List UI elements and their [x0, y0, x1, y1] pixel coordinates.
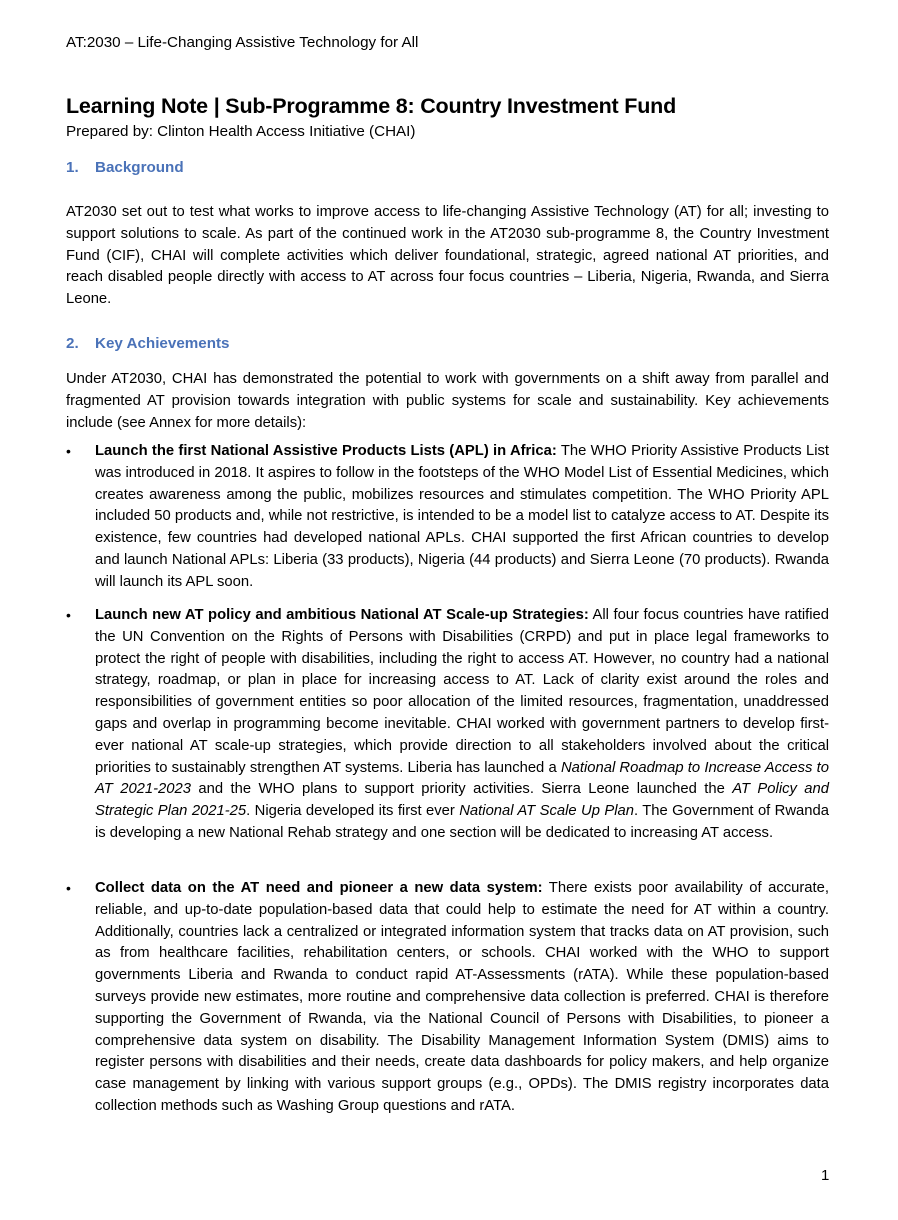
bullet-lead: Collect data on the AT need and pioneer a new data system:: [95, 880, 543, 896]
bullet-body: There exists poor availability of accurate, reliable, and up-to-date population-based data that could help to estimate the need for AT within a country. Additionally, countries lack a centralized or integrated information system that tracks data on AT provision, such as from healthcare facilities, rehabilitation centers, or schools. CHAI worked with the WHO to support governments Liberia and Rwanda to conduct rapid AT-Assessments (rATA). While these population-based surveys provide new estimates, more routine and comprehensive data collection is preferred. CHAI is therefore supporting the Government of Rwanda, via the National Council of Persons with Disabilities, to pioneer a comprehensive data system on disability. The Disability Management Information System (DMIS) aims to register persons with disabilities and their needs, create data dashboards for policy makers, and help organize case management by linking with various support groups (e.g., OPDs). The DMIS registry incorporates data collection methods such as Washing Group questions and rATA.: [95, 880, 829, 1114]
running-header: AT:2030 – Life-Changing Assistive Technology for All: [66, 34, 419, 51]
bullet-body: The WHO Priority Assistive Products List was introduced in 2018. It aspires to follow in the footsteps of the WHO Model List of Essential Medicines, which creates awareness among the public, mobilizes resources and stimulates competition. The WHO Priority APL included 50 products and, while not restrictive, is intended to be a model list to catalyze access to AT. Despite its existence, few countries had developed national APLs. CHAI supported the first African countries to develop and launch National APLs: Liberia (33 products), Nigeria (44 products) and Sierra Leone (70 products). Rwanda will launch its APL soon.: [95, 443, 829, 590]
background-paragraph: AT2030 set out to test what works to improve access to life-changing Assistive Technology (AT) for all; investing to support solutions to scale. As part of the continued work in the AT2030 sub-programme 8, the Country Investment Fund (CIF), CHAI will complete activities which deliver foundational, strategic, agreed national AT priorities, and reach disabled people directly with access to AT across four focus countries – Liberia, Nigeria, Rwanda, and Sierra Leone.: [66, 204, 829, 308]
bullet-text: [95, 605, 829, 845]
bullet-lead: Launch the first National Assistive Products Lists (APL) in Africa:: [95, 443, 557, 459]
section-title: Background: [95, 159, 184, 176]
document-title-italic: AT Policy and Strategic Plan 2021-25: [95, 781, 829, 820]
bullet-text: [95, 878, 829, 1118]
document-title-italic: National AT Scale Up Plan: [459, 803, 634, 820]
prepared-by: Prepared by: Clinton Health Access Initiative (CHAI): [66, 123, 416, 140]
section-title: Key Achievements: [95, 335, 230, 352]
section-number: 1.: [66, 159, 79, 176]
bullet-symbol: •: [66, 880, 71, 896]
document-title-italic: National Roadmap to Increase Access to AT 2021-2023: [95, 759, 829, 798]
section-number: 2.: [66, 335, 79, 352]
bullet-body: . The Government of Rwanda is developing a new National Rehab strategy and one section will be dedicated to increasing AT access.: [95, 803, 829, 841]
bullet-body: and the WHO plans to support priority activities. Sierra Leone launched the: [190, 781, 733, 798]
bullet-lead: Launch new AT policy and ambitious National AT Scale-up Strategies:: [95, 607, 589, 623]
bullet-body: All four focus countries have ratified the UN Convention on the Rights of Persons with Disabilities (CRPD) and put in place legal frameworks to protect the right of people with disabilities, including the right to access AT. However, no country had a national strategy, roadmap, or plan in place for increasing access to AT. Lack of clarity exist around the roles and responsibilities of government entities so poor allocation of the limited resources, fragmentation, unaddressed gaps and overlap in programming become inevitable. CHAI worked with government partners to develop first-ever national AT scale-up strategies, which provide direction to all stakeholders involved about the critical priorities to sustainably strengthen AT systems. Liberia has launched a: [95, 607, 829, 776]
achievement-bullet-policy: [66, 605, 829, 845]
bullet-text: [95, 441, 829, 594]
page-number: 1: [821, 1167, 830, 1184]
section-heading-background: [66, 158, 184, 178]
bullet-symbol: •: [66, 607, 71, 623]
bullet-body: . Nigeria developed its first ever: [246, 803, 460, 820]
section-heading-key-achievements: [66, 334, 230, 354]
achievement-bullet-apl: [66, 441, 829, 594]
achievement-bullet-data: [66, 878, 829, 1118]
document-title: Learning Note | Sub-Programme 8: Country Investment Fund: [66, 94, 677, 118]
bullet-symbol: •: [66, 443, 71, 459]
key-achievements-paragraph: Under AT2030, CHAI has demonstrated the potential to work with governments on a shift away from parallel and fragmented AT provision towards integration with public systems for scale and sustainability. Key achievements include (see Annex for more details):: [66, 371, 829, 431]
